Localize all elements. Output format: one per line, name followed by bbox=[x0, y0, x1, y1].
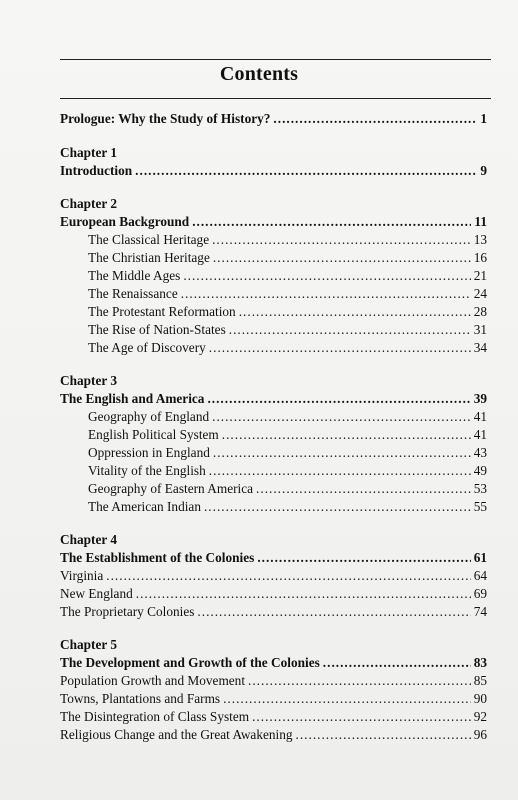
toc-entry-section bbox=[60, 444, 487, 462]
toc-entry-label: Vitality of the English bbox=[88, 463, 206, 478]
leader-dots bbox=[106, 567, 470, 585]
toc-entry-label: English Political System bbox=[88, 427, 219, 442]
toc-entry-label: Religious Change and the Great Awakening bbox=[60, 727, 293, 742]
toc-entry-chapter-title bbox=[60, 390, 487, 408]
toc-entry-label: The Renaissance bbox=[88, 286, 178, 301]
toc-entry-page: 21 bbox=[473, 268, 487, 283]
leader-dots bbox=[239, 303, 471, 321]
leader-dots bbox=[212, 408, 471, 426]
toc-entry-section bbox=[60, 408, 487, 426]
toc-entry-section bbox=[60, 567, 487, 585]
toc-entry-section bbox=[60, 462, 487, 480]
toc-entry-section bbox=[60, 285, 487, 303]
toc-entry-label: The Middle Ages bbox=[88, 268, 181, 283]
toc-entry-page: 9 bbox=[480, 163, 487, 178]
toc-entry-label: Geography of England bbox=[88, 409, 210, 424]
leader-dots bbox=[207, 390, 470, 408]
leader-dots bbox=[257, 549, 470, 567]
toc-entry-page: 64 bbox=[473, 568, 487, 583]
toc-entry-label: Geography of Eastern America bbox=[88, 481, 254, 496]
leader-dots bbox=[248, 672, 471, 690]
toc-entry-section bbox=[60, 690, 487, 708]
toc-entry-label: Towns, Plantations and Farms bbox=[60, 691, 221, 706]
leader-dots bbox=[136, 585, 471, 603]
toc-entry-page: 1 bbox=[480, 111, 487, 126]
leader-dots bbox=[181, 285, 471, 303]
toc-entry-prologue bbox=[60, 110, 487, 128]
toc-entry-page: 16 bbox=[473, 250, 487, 265]
toc-entry-label: The Age of Discovery bbox=[88, 340, 206, 355]
toc-entry-page: 61 bbox=[473, 550, 487, 565]
toc-entry-page: 41 bbox=[473, 427, 487, 442]
toc-entry-section bbox=[60, 303, 487, 321]
toc-entry-section bbox=[60, 708, 487, 726]
leader-dots bbox=[296, 726, 471, 744]
toc-entry-page: 53 bbox=[473, 481, 487, 496]
leader-dots bbox=[252, 708, 471, 726]
toc-entry-chapter-title bbox=[60, 213, 487, 231]
toc-entry-section bbox=[60, 426, 487, 444]
leader-dots bbox=[135, 162, 477, 180]
toc-entry-page: 96 bbox=[473, 727, 487, 742]
toc-entry-section bbox=[60, 267, 487, 285]
toc-entry-label: Oppression in England bbox=[88, 445, 210, 460]
toc-entry-chapter-title bbox=[60, 549, 487, 567]
toc-entry-page: 90 bbox=[473, 691, 487, 706]
toc-entry-section bbox=[60, 672, 487, 690]
toc-entry-page: 83 bbox=[473, 655, 487, 670]
leader-dots bbox=[273, 110, 477, 128]
toc-entry-section bbox=[60, 480, 487, 498]
leader-dots bbox=[197, 603, 470, 621]
leader-dots bbox=[183, 267, 470, 285]
toc-entry-label: The Proprietary Colonies bbox=[60, 604, 195, 619]
leader-dots bbox=[222, 426, 471, 444]
bottom-rule bbox=[60, 98, 491, 99]
leader-dots bbox=[213, 444, 471, 462]
toc-entry-page: 74 bbox=[473, 604, 487, 619]
toc-entry-page: 69 bbox=[473, 586, 487, 601]
leader-dots bbox=[323, 654, 471, 672]
leader-dots bbox=[213, 249, 471, 267]
toc-entry-label: The Classical Heritage bbox=[88, 232, 210, 247]
toc-entry-section bbox=[60, 231, 487, 249]
toc-entry-page: 85 bbox=[473, 673, 487, 688]
toc-entry-label: European Background bbox=[60, 214, 190, 229]
toc-entry-label: The Protestant Reformation bbox=[88, 304, 236, 319]
toc-entry-label: Prologue: Why the Study of History? bbox=[60, 111, 271, 126]
chapter-heading: Chapter 3 bbox=[60, 373, 118, 388]
chapter-heading: Chapter 5 bbox=[60, 637, 118, 652]
chapter-heading: Chapter 1 bbox=[60, 145, 118, 160]
leader-dots bbox=[192, 213, 471, 231]
page-title: Contents bbox=[219, 63, 299, 85]
toc-entry-label: The English and America bbox=[60, 391, 205, 406]
toc-entry-label: The Rise of Nation-States bbox=[88, 322, 226, 337]
toc-entry-section bbox=[60, 249, 487, 267]
toc-entry-chapter-title bbox=[60, 162, 487, 180]
table-of-contents bbox=[60, 110, 487, 744]
toc-entry-label: The Development and Growth of the Colonies bbox=[60, 655, 320, 670]
toc-entry-page: 34 bbox=[473, 340, 487, 355]
leader-dots bbox=[204, 498, 471, 516]
toc-entry-page: 92 bbox=[473, 709, 487, 724]
toc-entry-section bbox=[60, 603, 487, 621]
toc-entry-page: 28 bbox=[473, 304, 487, 319]
toc-entry-label: Introduction bbox=[60, 163, 133, 178]
toc-entry-section bbox=[60, 726, 487, 744]
leader-dots bbox=[256, 480, 471, 498]
toc-entry-page: 41 bbox=[473, 409, 487, 424]
toc-entry-label: Population Growth and Movement bbox=[60, 673, 246, 688]
toc-entry-label: The Christian Heritage bbox=[88, 250, 210, 265]
toc-entry-label: The Establishment of the Colonies bbox=[60, 550, 255, 565]
toc-entry-page: 31 bbox=[473, 322, 487, 337]
toc-entry-section bbox=[60, 585, 487, 603]
toc-entry-section bbox=[60, 321, 487, 339]
toc-entry-chapter-title bbox=[60, 654, 487, 672]
toc-entry-page: 11 bbox=[474, 214, 487, 229]
toc-entry-label: The American Indian bbox=[88, 499, 201, 514]
toc-entry-label: New England bbox=[60, 586, 133, 601]
toc-entry-label: Virginia bbox=[60, 568, 104, 583]
leader-dots bbox=[209, 339, 471, 357]
toc-entry-section bbox=[60, 498, 487, 516]
leader-dots bbox=[212, 231, 471, 249]
top-rule bbox=[60, 59, 491, 60]
chapter-heading: Chapter 2 bbox=[60, 196, 118, 211]
toc-entry-page: 24 bbox=[473, 286, 487, 301]
toc-entry-page: 43 bbox=[473, 445, 487, 460]
toc-entry-label: The Disintegration of Class System bbox=[60, 709, 250, 724]
toc-entry-page: 49 bbox=[473, 463, 487, 478]
leader-dots bbox=[209, 462, 471, 480]
leader-dots bbox=[223, 690, 471, 708]
toc-entry-page: 13 bbox=[473, 232, 487, 247]
toc-entry-page: 55 bbox=[473, 499, 487, 514]
chapter-heading: Chapter 4 bbox=[60, 532, 118, 547]
toc-entry-section bbox=[60, 339, 487, 357]
toc-entry-page: 39 bbox=[473, 391, 487, 406]
leader-dots bbox=[229, 321, 471, 339]
